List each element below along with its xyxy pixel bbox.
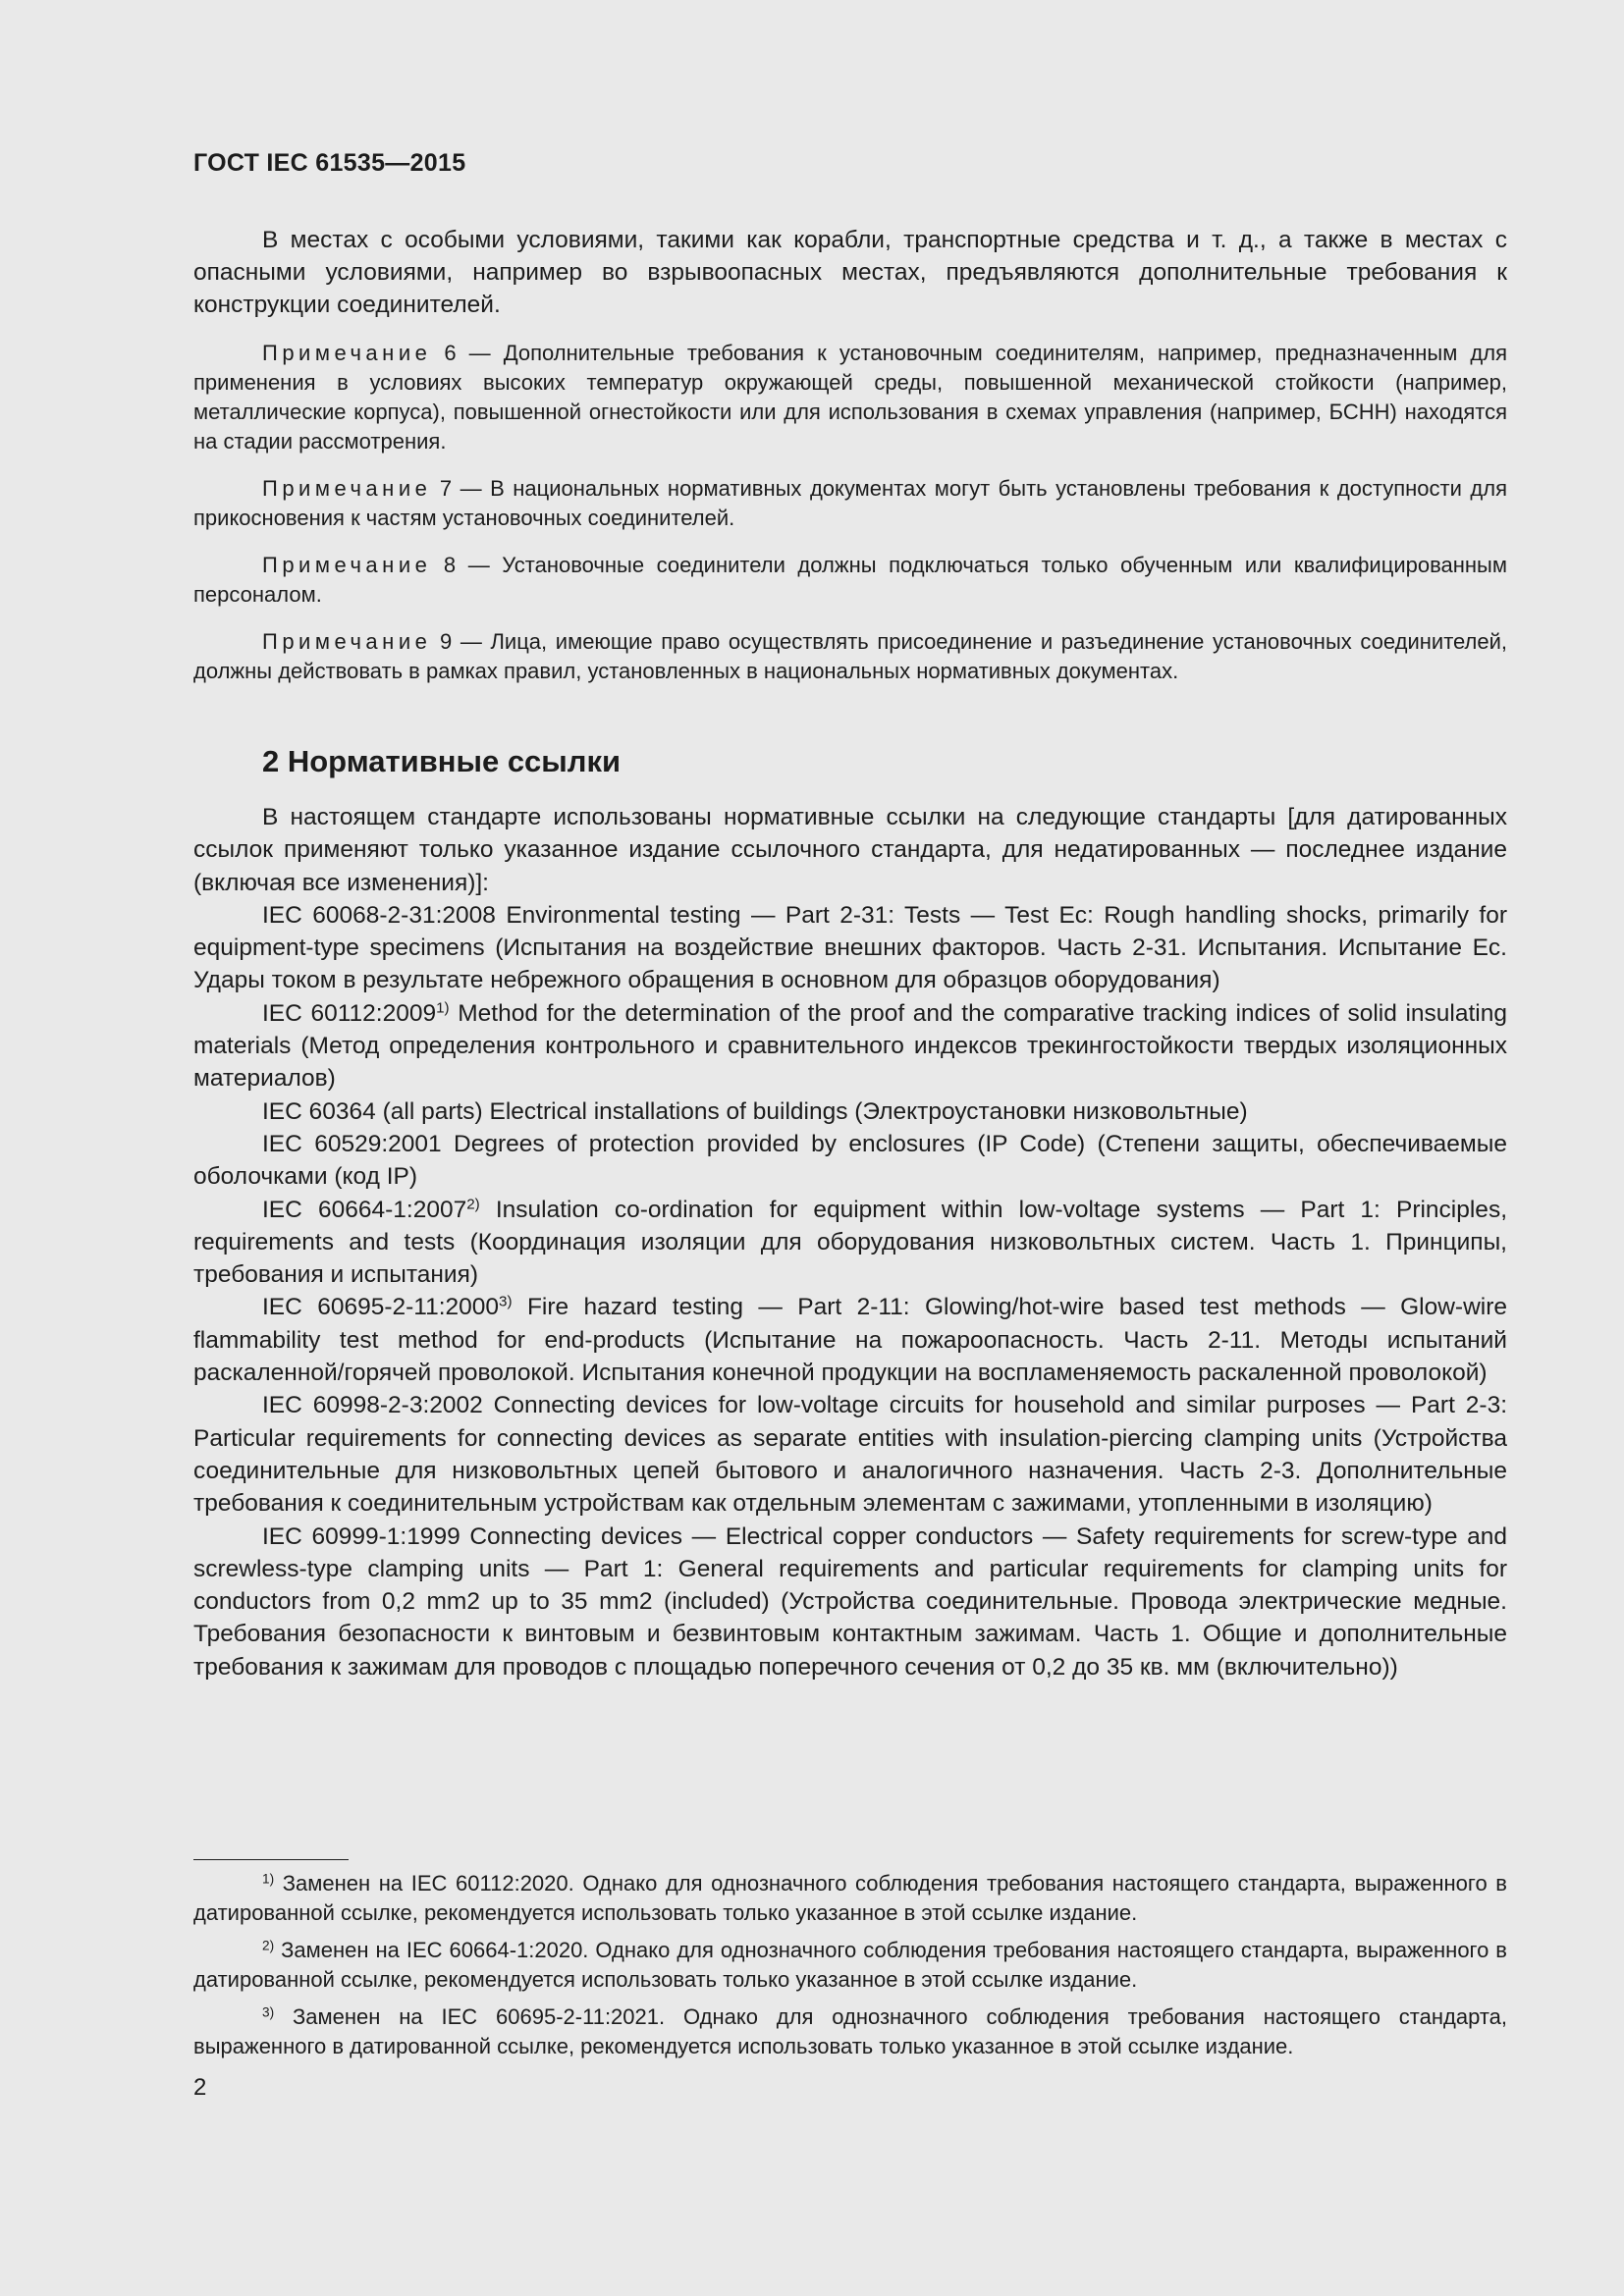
footnote-divider bbox=[193, 1859, 349, 1860]
note-label: Примечание bbox=[262, 629, 432, 654]
reference-item bbox=[193, 1389, 1507, 1520]
footnote-ref: 1) bbox=[436, 999, 450, 1017]
note-text: 9 — Лица, имеющие право осуществлять присоединение и разъединение установочных соединителей, должны действовать в рамках правил, установленных в национальных нормативных документах. bbox=[193, 629, 1507, 683]
note-label: Примечание bbox=[262, 476, 432, 501]
page-number: 2 bbox=[193, 2074, 207, 2101]
reference-text: Degrees of protection provided by enclosures (IP Code) (Степени защиты, обеспечиваемые оболочками (код IP) bbox=[193, 1130, 1507, 1191]
section-title: 2 Нормативные ссылки bbox=[262, 744, 622, 778]
note-label: Примечание bbox=[262, 341, 432, 365]
section-intro: В настоящем стандарте использованы нормативные ссылки на следующие стандарты [для датированных ссылок применяют только указанное издание ссылочного стандарта, для недатированных — последнее издание (включая все изменения)]: bbox=[193, 804, 1507, 896]
intro-paragraph bbox=[193, 224, 1507, 321]
reference-code: IEC 60695-2-11:2000 bbox=[262, 1294, 500, 1321]
reference-code: IEC 60112:2009 bbox=[262, 999, 437, 1027]
footnote-2 bbox=[193, 1936, 1507, 1995]
note-text: 6 — Дополнительные требования к установочным соединителям, например, предназначенным для применения в условиях высоких температур окружающей среды, повышенной механической стойкости (например, металлические корпуса), повышенной огнестойкости или для использования в схемах управления (например, БСНН) находятся на стадии рассмотрения. bbox=[193, 341, 1507, 454]
reference-item bbox=[193, 1291, 1507, 1389]
footnote-text: Заменен на IEC 60112:2020. Однако для однозначного соблюдения требования настоящего стандарта, выраженного в датированной ссылке, рекомендуется использовать только указанное в этой ссылке издание. bbox=[193, 1871, 1507, 1925]
reference-code: IEC 60999-1:1999 bbox=[262, 1522, 460, 1550]
intro-text: В местах с особыми условиями, такими как корабли, транспортные средства и т. д., а также в местах с опасными условиями, например во взрывоопасных местах, предъявляются дополнительные требования к конструкции соединителей. bbox=[193, 227, 1507, 318]
reference-item bbox=[193, 899, 1507, 997]
note-text: 7 — В национальных нормативных документах могут быть установлены требования к доступности для прикосновения к частям установочных соединителей. bbox=[193, 476, 1507, 530]
page-header: ГОСТ IEC 61535—2015 bbox=[193, 149, 466, 177]
footnote-mark: 2) bbox=[262, 1938, 275, 1953]
footnote-1 bbox=[193, 1869, 1507, 1928]
reference-item bbox=[193, 1521, 1507, 1683]
footnote-text: Заменен на IEC 60695-2-11:2021. Однако для однозначного соблюдения требования настоящего стандарта, выраженного в датированной ссылке, рекомендуется использовать только указанное в этой ссылке издание. bbox=[193, 2004, 1507, 2058]
references-section bbox=[193, 801, 1507, 1683]
reference-code: IEC 60664-1:2007 bbox=[262, 1196, 467, 1223]
reference-text: Connecting devices — Electrical copper conductors — Safety requirements for screw-type and screwless-type clamping units — Part 1: General requirements and particular requirements for clamping units for conductors from 0,2 mm2 up to 35 mm2 (included) (Устройства соединительные. Провода электрические медные. Требования безопасности к винтовым и безвинтовым контактным зажимам. Часть 1. Общие и дополнительные требования к зажимам для проводов с площадью поперечного сечения от 0,2 до 35 кв. мм (включительно)) bbox=[193, 1522, 1507, 1681]
note-label: Примечание bbox=[262, 553, 432, 577]
footnote-ref: 2) bbox=[466, 1196, 480, 1213]
note-text: 8 — Установочные соединители должны подключаться только обученным или квалифицированным персоналом. bbox=[193, 553, 1507, 607]
reference-item bbox=[193, 1194, 1507, 1292]
footnote-text: Заменен на IEC 60664-1:2020. Однако для однозначного соблюдения требования настоящего стандарта, выраженного в датированной ссылке, рекомендуется использовать только указанное в этой ссылке издание. bbox=[193, 1938, 1507, 1992]
footnote-3 bbox=[193, 2002, 1507, 2061]
footnote-ref: 3) bbox=[499, 1294, 513, 1311]
reference-item bbox=[193, 1095, 1507, 1128]
footnotes bbox=[193, 1869, 1507, 2069]
footnote-mark: 3) bbox=[262, 2004, 275, 2020]
note-9 bbox=[193, 627, 1507, 686]
reference-item bbox=[193, 997, 1507, 1095]
reference-text: Connecting devices for low-voltage circuits for household and similar purposes — Part 2-3: Particular requirements for connecting devices as separate entities with insulation-piercing clamping units (Устройства соединительные для низковольтных цепей бытового и аналогичного назначения. Часть 2-3. Дополнительные требования к соединительным устройствам как отдельным элементам с зажимами, утопленными в изоляцию) bbox=[193, 1392, 1507, 1518]
reference-code: IEC 60998-2-3:2002 bbox=[262, 1392, 483, 1419]
reference-item bbox=[193, 1128, 1507, 1194]
note-7 bbox=[193, 474, 1507, 533]
reference-text: Method for the determination of the proof and the comparative tracking indices of solid insulating materials (Метод определения контрольного и сравнительного индексов трекингостойкости твердых изоляционных материалов) bbox=[193, 999, 1507, 1093]
note-6 bbox=[193, 339, 1507, 456]
reference-text: Fire hazard testing — Part 2-11: Glowing/hot-wire based test methods — Glow-wire flammability test method for end-products (Испытание на пожароопасность. Часть 2-11. Методы испытаний раскаленной/горячей проволокой. Испытания конечной продукции на воспламеняемость раскаленной проволокой) bbox=[193, 1294, 1507, 1387]
reference-code: IEC 60068-2-31:2008 bbox=[262, 901, 496, 929]
note-8 bbox=[193, 551, 1507, 610]
reference-code: IEC 60364 bbox=[262, 1097, 376, 1125]
reference-text: Environmental testing — Part 2-31: Tests — Test Ec: Rough handling shocks, primarily for equipment-type specimens (Испытания на воздействие внешних факторов. Часть 2-31. Испытания. Испытание Ec. Удары током в результате небрежного обращения в основном для образцов оборудования) bbox=[193, 901, 1508, 994]
notes-list bbox=[193, 339, 1507, 704]
reference-text: Insulation co-ordination for equipment within low-voltage systems — Part 1: Principles, requirements and tests (Координация изоляции для оборудования низковольтных систем. Часть 1. Принципы, требования и испытания) bbox=[193, 1196, 1507, 1289]
reference-code: IEC 60529:2001 bbox=[262, 1130, 442, 1157]
reference-text: (all parts) Electrical installations of buildings (Электроустановки низковольтные) bbox=[375, 1097, 1248, 1125]
footnote-mark: 1) bbox=[262, 1871, 275, 1887]
